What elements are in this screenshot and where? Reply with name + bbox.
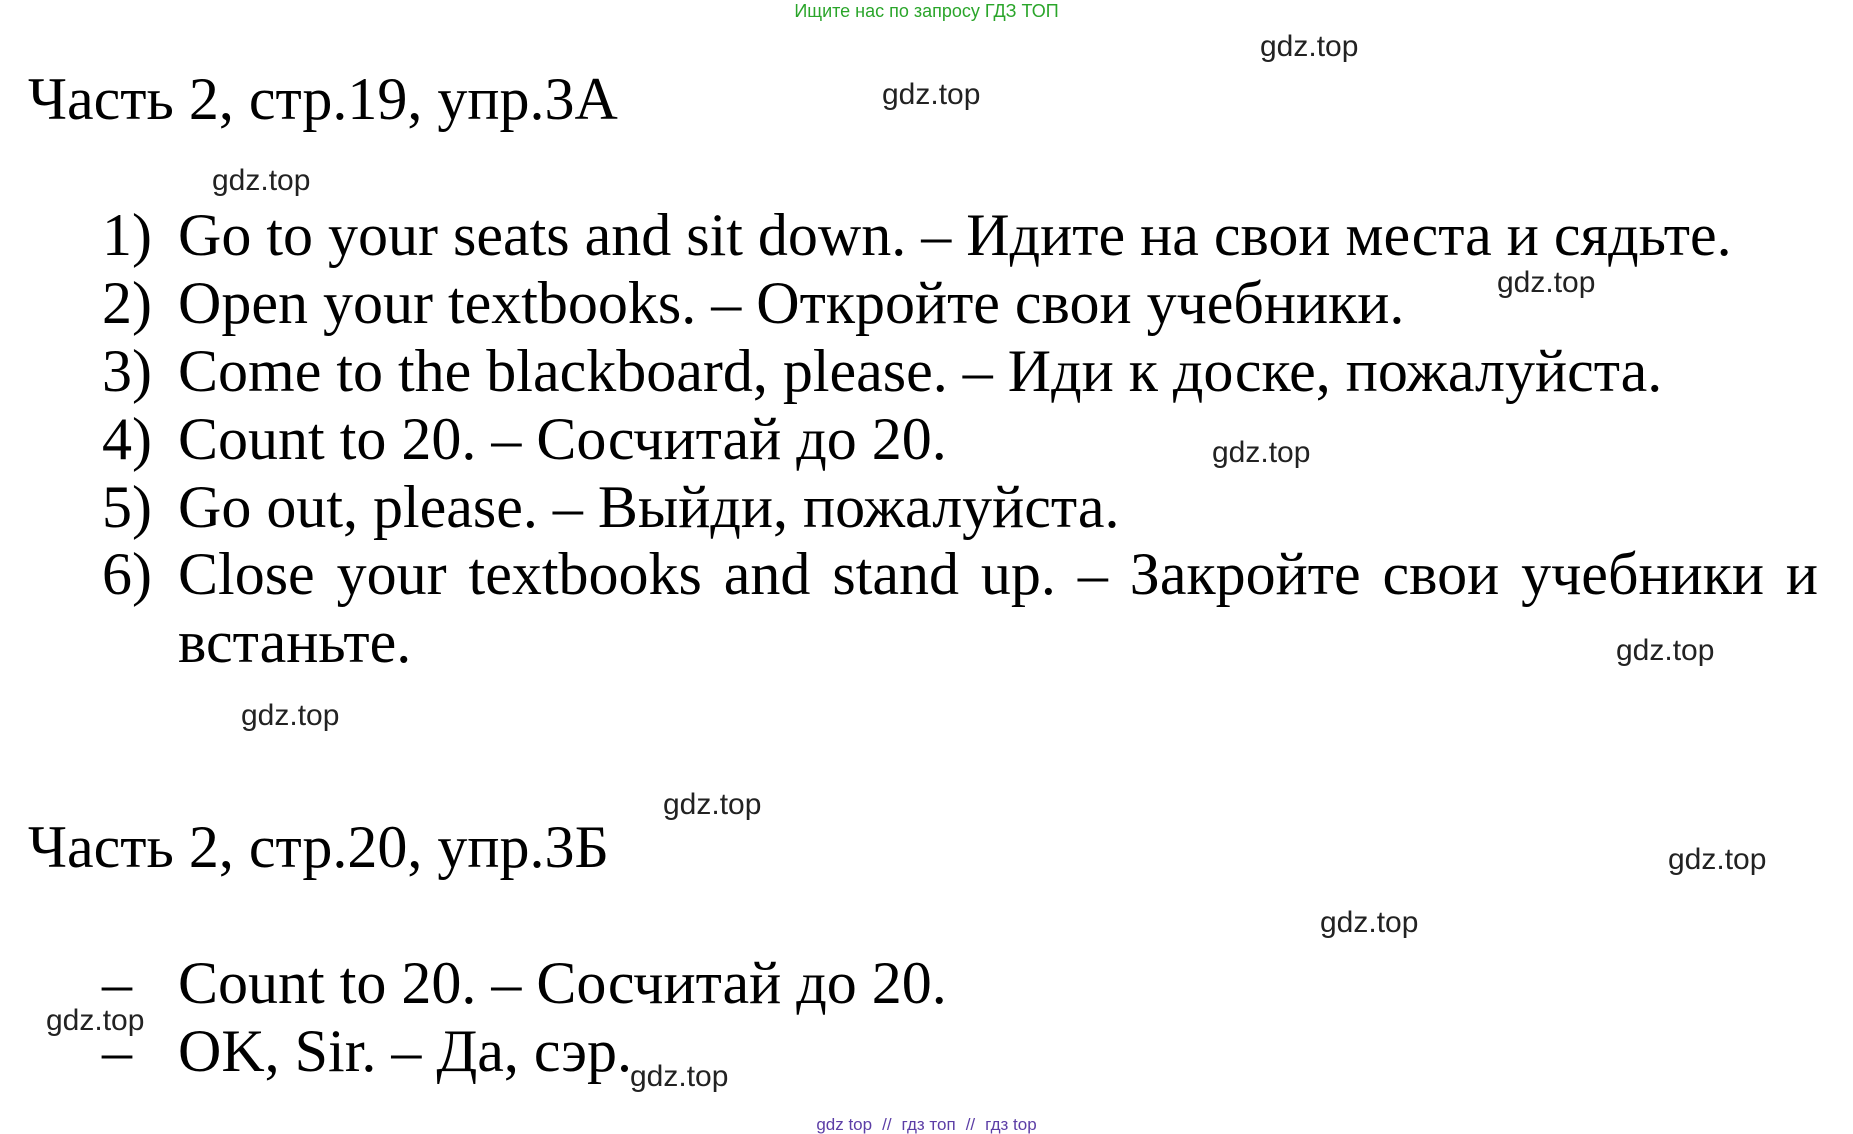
footer-links [0, 1115, 1853, 1134]
watermark: gdz.top [1497, 266, 1596, 299]
footer-link[interactable]: gdz top [816, 1115, 873, 1134]
watermark: gdz.top [241, 699, 340, 732]
list-item-text: Count to 20. – Сосчитай до 20. [178, 406, 947, 472]
list-item-number: 4) [102, 406, 152, 472]
watermark: gdz.top [630, 1060, 729, 1093]
list-item-text: Go to your seats and sit down. – Идите на свои места и сядьте. [178, 202, 1732, 268]
section2-heading: Часть 2, стр.20, упр.3Б [28, 814, 609, 880]
list-item-number: 6) [102, 541, 152, 607]
dash-marker: – [102, 950, 132, 1016]
list-item-number: 5) [102, 474, 152, 540]
search-banner: Ищите нас по запросу ГДЗ ТОП [794, 1, 1059, 21]
list-item-text: Close your textbooks and stand up. – Закройте свои учебники и встаньте. [178, 541, 1818, 675]
watermark: gdz.top [663, 788, 762, 821]
watermark: gdz.top [1212, 436, 1311, 469]
section1-heading: Часть 2, стр.19, упр.3А [28, 66, 618, 132]
watermark: gdz.top [46, 1004, 145, 1037]
watermark: gdz.top [1260, 30, 1359, 63]
watermark: gdz.top [882, 78, 981, 111]
list-item-number: 1) [102, 202, 152, 268]
list-item-number: 3) [102, 338, 152, 404]
watermark: gdz.top [1320, 906, 1419, 939]
dash-marker: – [102, 1018, 132, 1084]
list-item-text: Open your textbooks. – Откройте свои учебники. [178, 270, 1405, 336]
footer-separator: // [882, 1115, 892, 1134]
footer-separator: // [965, 1115, 976, 1134]
footer-link[interactable]: гдз топ [901, 1115, 956, 1134]
dialogue-text: OK, Sir. – Да, сэр. [178, 1018, 633, 1084]
watermark: gdz.top [1668, 843, 1767, 876]
dialogue-text: Count to 20. – Сосчитай до 20. [178, 950, 947, 1016]
list-item-text: Come to the blackboard, please. – Иди к доске, пожалуйста. [178, 338, 1663, 404]
list-item-text: Go out, please. – Выйди, пожалуйста. [178, 474, 1120, 540]
footer-link[interactable]: гдз top [985, 1115, 1037, 1134]
list-item-number: 2) [102, 270, 152, 336]
watermark: gdz.top [212, 164, 311, 197]
watermark: gdz.top [1616, 634, 1715, 667]
